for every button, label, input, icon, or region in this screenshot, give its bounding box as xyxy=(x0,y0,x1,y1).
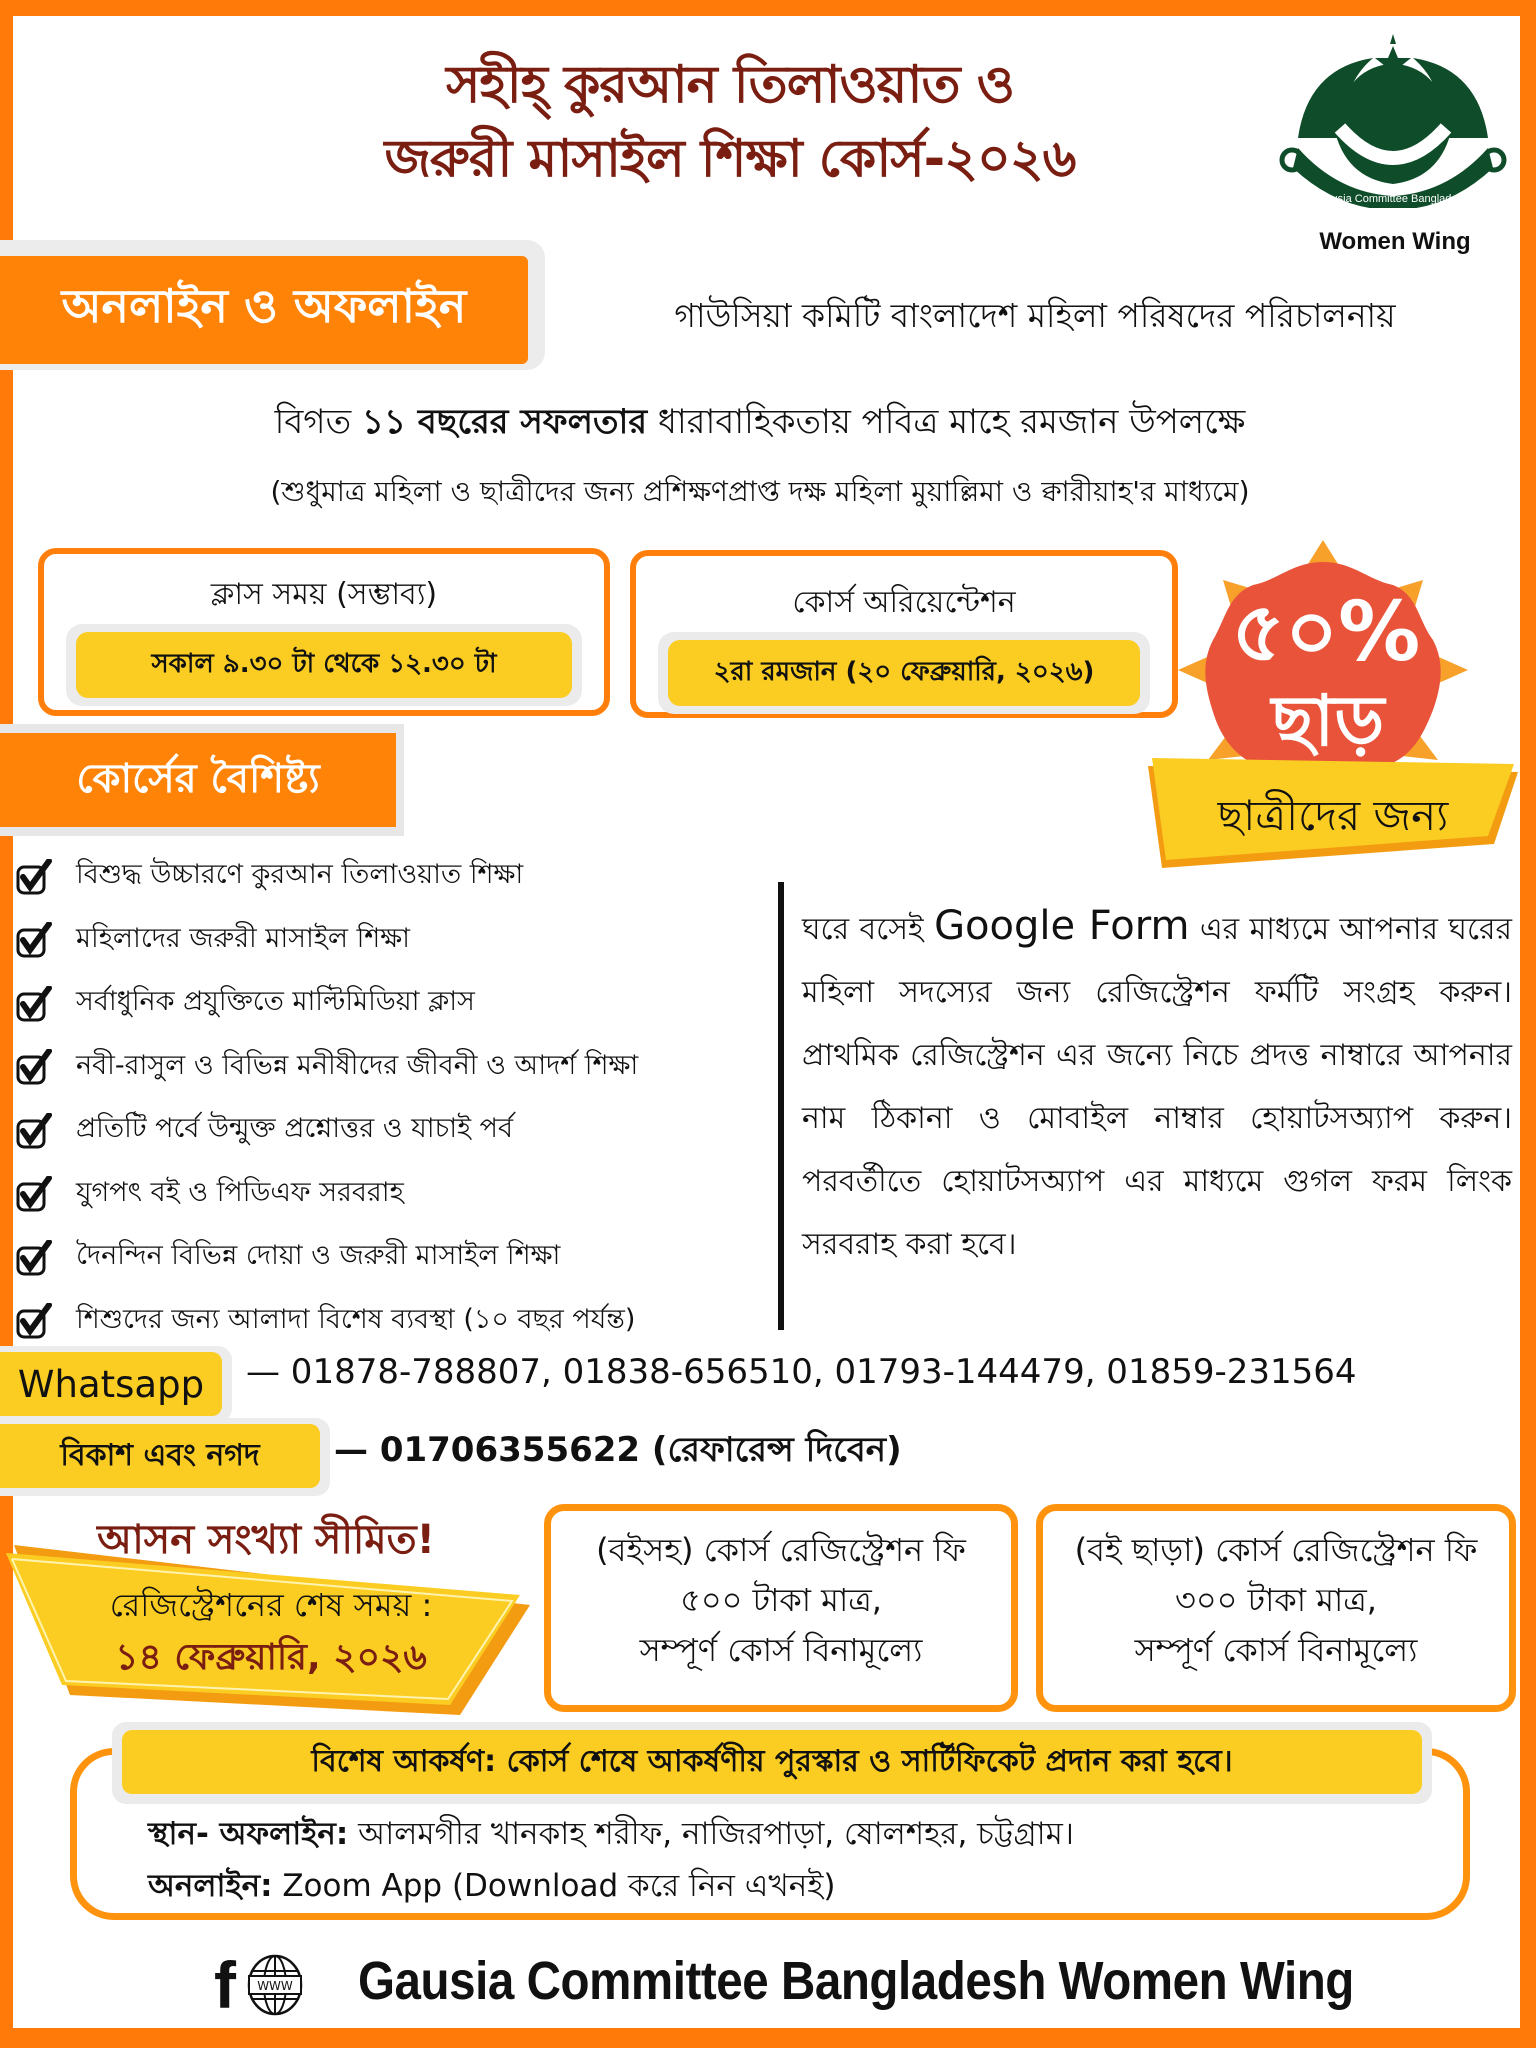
svg-text:WWW: WWW xyxy=(257,1979,293,1993)
students-only-tag xyxy=(1148,752,1518,870)
mode-ribbon: অনলাইন ও অফলাইন xyxy=(0,256,528,364)
svg-text:ছাড়: ছাড় xyxy=(1271,680,1385,762)
feature-item: মহিলাদের জরুরী মাসাইল শিক্ষা xyxy=(16,909,776,973)
title-line-1: সহীহ্ কুরআন তিলাওয়াত ও xyxy=(446,55,1014,115)
registration-instructions: ঘরে বসেই Google Form এর মাধ্যমে আপনার ঘরের মহিলা সদস্যের জন্য রেজিস্ট্রেশন ফর্মটি সংগ্রহ করুন। প্রাথমিক রেজিস্ট্রেশন এর জন্যে নিচে প্রদত্ত নাম্বারে আপনার নাম ঠিকানা ও মোবাইল নাম্বার হোয়াটসঅ্যাপ করুন। পরবর্তীতে হোয়াটসঅ্যাপ এর মাধ্যমে গুগল ফরম লিংক সরবরাহ করা হবে। xyxy=(802,903,1512,1262)
feature-item: দৈনন্দিন বিভিন্ন দোয়া ও জরুরী মাসাইল শিক্ষা xyxy=(16,1226,776,1290)
feature-item: সর্বাধুনিক প্রযুক্তিতে মাল্টিমিডিয়া ক্লাস xyxy=(16,972,776,1036)
fee-box-without-books: (বই ছাড়া) কোর্স রেজিস্ট্রেশন ফি ৩০০ টাকা মাত্র, সম্পূর্ণ কোর্স বিনামূল্যে xyxy=(1036,1504,1516,1712)
deadline-date: ১৪ ফেব্রুয়ারি, ২০২৬ xyxy=(115,1637,427,1678)
whatsapp-label: Whatsapp xyxy=(0,1352,222,1416)
checkbox-checked-icon xyxy=(16,1113,52,1149)
features-list xyxy=(16,845,776,1353)
deadline-label: রেজিস্ট্রেশনের শেষ সময় : xyxy=(109,1586,433,1624)
class-time-label: ক্লাস সময় (সম্ভাব্য) xyxy=(210,577,438,612)
feature-item: বিশুদ্ধ উচ্চারণে কুরআন তিলাওয়াত শিক্ষা xyxy=(16,845,776,909)
crescent-star-emblem-icon xyxy=(1278,28,1508,208)
class-time-box xyxy=(38,548,610,716)
course-title xyxy=(280,48,1180,196)
feature-item: যুগপৎ বই ও পিডিএফ সরবরাহ xyxy=(16,1163,776,1227)
orientation-label: কোর্স অরিয়েন্টেশন xyxy=(792,585,1016,620)
payment-label: বিকাশ এবং নগদ xyxy=(0,1424,320,1488)
svg-text:ছাত্রীদের জন্য: ছাত্রীদের জন্য xyxy=(1217,791,1449,840)
svg-text:৫০%: ৫০% xyxy=(1231,585,1421,680)
fee-box-with-books: (বইসহ) কোর্স রেজিস্ট্রেশন ফি ৫০০ টাকা মাত্র, সম্পূর্ণ কোর্স বিনামূল্যে xyxy=(544,1504,1018,1712)
payment-number: — 01706355622 (রেফারেন্স দিবেন) xyxy=(334,1430,902,1470)
venue-online: অনলাইন: Zoom App (Download করে নিন এখনই) xyxy=(148,1868,836,1904)
checkbox-checked-icon xyxy=(16,859,52,895)
footer-icons xyxy=(214,1948,304,2022)
seats-limited-text: আসন সংখ্যা সীমিত! xyxy=(97,1517,435,1563)
whatsapp-numbers: — 01878-788807, 01838-656510, 01793-144479, 01859-231564 xyxy=(246,1352,1357,1392)
footer-organization-name: Gausia Committee Bangladesh Women Wing xyxy=(358,1951,1354,2011)
organizer-text: গাউসিয়া কমিটি বাংলাদেশ মহিলা পরিষদের পরিচালনায় xyxy=(674,296,1396,335)
subtagline: (শুধুমাত্র মহিলা ও ছাত্রীদের জন্য প্রশিক্ষণপ্রাপ্ত দক্ষ মহিলা মুয়াল্লিমা ও ক্বারীয়াহ'র মাধ্যমে) xyxy=(270,475,1250,508)
orientation-value: ২রা রমজান (২০ ফেব্রুয়ারি, ২০২৬) xyxy=(668,640,1140,706)
tagline: বিগত ১১ বছরের সফলতার ধারাবাহিকতায় পবিত্র মাহে রমজান উপলক্ষে xyxy=(274,402,1246,442)
svg-text:Gausia Committee Bangladesh: Gausia Committee Bangladesh xyxy=(1316,193,1470,205)
title-line-2: জরুরী মাসাইল শিক্ষা কোর্স-২০২৬ xyxy=(384,129,1076,189)
special-attraction: বিশেষ আকর্ষণ: কোর্স শেষে আকর্ষণীয় পুরস্কার ও সার্টিফিকেট প্রদান করা হবে। xyxy=(122,1730,1422,1794)
checkbox-checked-icon xyxy=(16,1303,52,1339)
google-form-text: Google Form xyxy=(934,903,1190,949)
checkbox-checked-icon xyxy=(16,1240,52,1276)
facebook-icon[interactable]: f xyxy=(214,1948,236,2022)
class-time-value: সকাল ৯.৩০ টা থেকে ১২.৩০ টা xyxy=(76,632,572,698)
checkbox-checked-icon xyxy=(16,986,52,1022)
venue-offline: স্থান- অফলাইন: আলমগীর খানকাহ শরীফ, নাজিরপাড়া, ষোলশহর, চট্টগ্রাম। xyxy=(148,1816,1074,1852)
checkbox-checked-icon xyxy=(16,1176,52,1212)
vertical-divider xyxy=(778,882,784,1330)
feature-item: প্রতিটি পর্বে উন্মুক্ত প্রশ্নোত্তর ও যাচাই পর্ব xyxy=(16,1099,776,1163)
logo-caption: Women Wing xyxy=(1319,228,1471,255)
tagline-highlight: ১১ বছরের সফলতার xyxy=(361,402,648,442)
globe-www-icon[interactable] xyxy=(246,1954,304,2016)
orientation-box xyxy=(630,550,1178,718)
feature-item: নবী-রাসুল ও বিভিন্ন মনীষীদের জীবনী ও আদর্শ শিক্ষা xyxy=(16,1036,776,1100)
features-heading: কোর্সের বৈশিষ্ট্য xyxy=(0,733,396,827)
feature-item: শিশুদের জন্য আলাদা বিশেষ ব্যবস্থা (১০ বছর পর্যন্ত) xyxy=(16,1290,776,1354)
checkbox-checked-icon xyxy=(16,1049,52,1085)
checkbox-checked-icon xyxy=(16,922,52,958)
